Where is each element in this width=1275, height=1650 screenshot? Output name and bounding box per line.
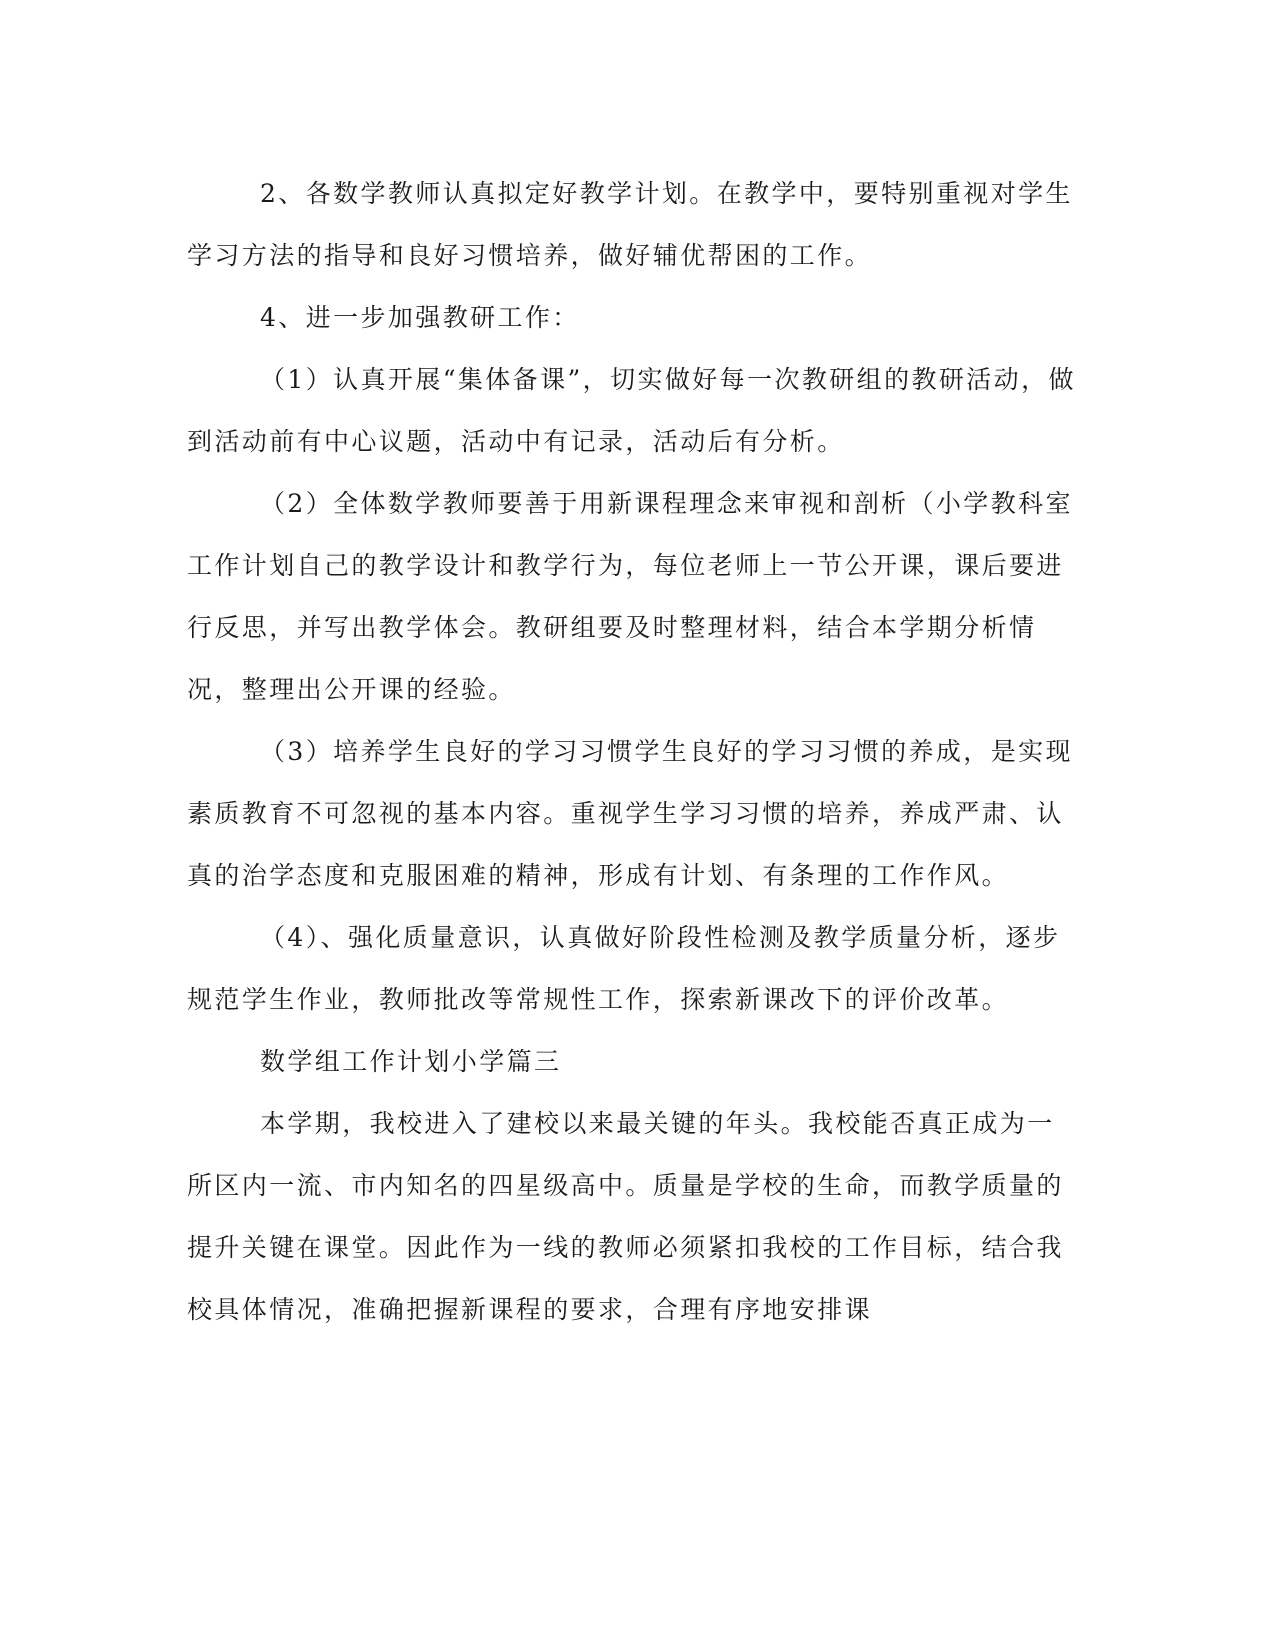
paragraph-item-2: （2）全体数学教师要善于用新课程理念来审视和剖析（小学教科室工作计划自己的教学设计和教学行为，每位老师上一节公开课，课后要进行反思，并写出教学体会。教研组要及时整理材料，结合本学期分析情况，整理出公开课的经验。 — [187, 489, 1073, 704]
paragraph-research-heading: 4、进一步加强教研工作： — [260, 303, 580, 332]
section-title: 数学组工作计划小学篇三 — [260, 1047, 562, 1076]
paragraph-item-4: （4）、强化质量意识，认真做好阶段性检测及教学质量分析，逐步规范学生作业，教师批改等常规性工作，探索新课改下的评价改革。 — [187, 923, 1061, 1014]
paragraph-intro: 本学期，我校进入了建校以来最关键的年头。我校能否真正成为一所区内一流、市内知名的四星级高中。质量是学校的生命，而教学质量的提升关键在课堂。因此作为一线的教师必须紧扣我校的工作目标，结合我校具体情况，准确把握新课程的要求，合理有序地安排课 — [187, 1109, 1064, 1324]
paragraph-item-3: （3）培养学生良好的学习习惯学生良好的学习习惯的养成，是实现素质教育不可忽视的基本内容。重视学生学习习惯的培养，养成严肃、认真的治学态度和克服困难的精神，形成有计划、有条理的工作作风。 — [187, 737, 1073, 890]
paragraph-item-1: （1）认真开展“集体备课”，切实做好每一次教研组的教研活动，做到活动前有中心议题，活动中有记录，活动后有分析。 — [187, 365, 1076, 456]
paragraph-teaching-plan: 2、各数学教师认真拟定好教学计划。在教学中，要特别重视对学生学习方法的指导和良好习惯培养，做好辅优帮困的工作。 — [187, 179, 1073, 270]
document-body — [187, 163, 1077, 1341]
